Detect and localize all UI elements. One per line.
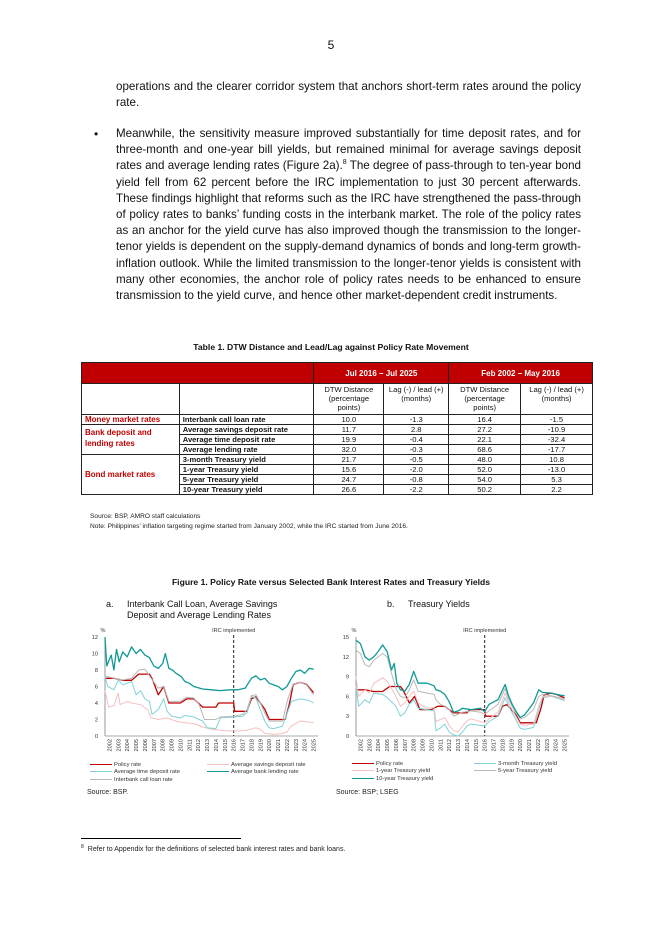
svg-text:2013: 2013 [456, 739, 463, 752]
svg-text:2004: 2004 [125, 739, 132, 752]
category-cell: Bank deposit and lending rates [82, 425, 180, 455]
value-cell: 24.7 [314, 475, 384, 485]
value-cell: -10.9 [521, 425, 593, 435]
legend-swatch-icon [352, 778, 374, 779]
value-cell: 21.7 [314, 455, 384, 465]
svg-text:2018: 2018 [500, 739, 507, 752]
svg-text:0: 0 [345, 734, 349, 740]
column-header: Lag (-) / lead (+) (months) [384, 384, 449, 415]
legend-item [474, 768, 552, 775]
value-cell: 10.0 [314, 415, 384, 425]
svg-text:2005: 2005 [385, 739, 392, 752]
dtw-table [81, 362, 593, 495]
legend-swatch-icon [474, 770, 496, 771]
svg-text:2013: 2013 [205, 739, 212, 752]
value-cell: 52.0 [449, 465, 521, 475]
row-label: 10-year Treasury yield [179, 485, 314, 495]
chart-b-legend [352, 761, 592, 787]
category-cell: Bond market rates [82, 455, 180, 495]
empty-cell [179, 384, 314, 415]
table-row [82, 455, 593, 465]
svg-text:2009: 2009 [420, 739, 427, 752]
panel-a-title-line1: Interbank Call Loan, Average Savings [127, 599, 278, 609]
svg-text:2010: 2010 [429, 739, 436, 752]
svg-text:2014: 2014 [213, 739, 220, 752]
value-cell: -2.0 [384, 465, 449, 475]
footnote-ref[interactable]: 8 [342, 159, 347, 167]
period-header: Feb 2002 – May 2016 [449, 363, 593, 384]
svg-text:2023: 2023 [544, 739, 551, 752]
panel-a-title [106, 599, 277, 621]
legend-swatch-icon [207, 764, 229, 765]
svg-text:2022: 2022 [284, 739, 291, 752]
svg-text:15: 15 [342, 635, 349, 641]
legend-swatch-icon [90, 771, 112, 772]
svg-text:3: 3 [345, 714, 349, 721]
svg-text:6: 6 [94, 684, 98, 691]
panel-a-label: a. [106, 599, 114, 609]
svg-text:2020: 2020 [518, 739, 525, 752]
svg-text:2002: 2002 [358, 739, 365, 752]
legend-swatch-icon [90, 779, 112, 780]
value-cell: 5.3 [521, 475, 593, 485]
footnote-number: 8 [81, 843, 84, 850]
svg-text:4: 4 [94, 701, 98, 707]
row-label: Average savings deposit rate [179, 425, 314, 435]
panel-b-title-text: Treasury Yields [408, 599, 470, 609]
value-cell: -0.8 [384, 475, 449, 485]
value-cell: 10.8 [521, 455, 593, 465]
paragraph-text-2: The degree of pass-through to ten-year bond yield fell from 62 percent before the IRC implementation to just 30 percent afterwards. These findings highlight that reforms such as the IRC have strengthened the pass-through of policy rates to banks’ funding costs in the interbank market. The role of the policy rates as an anchor for the yield curve has also improved though the transmission to the longer-tenor yields is dependent on the supply-demand dynamics of bonds and long-term growth-inflation outlook. While the limited transmission to the longer-tenor yields is consistent with many other economies, the anchor role of policy rates needs to be enhanced to ensure transmission to the yield curve, and hence other market-dependent credit instruments. [116, 159, 581, 303]
svg-text:2023: 2023 [293, 739, 300, 752]
paragraph-continuation: operations and the clearer corridor system that anchors short-term rates around the policy rate. [116, 80, 581, 110]
value-cell: -1.5 [521, 415, 593, 425]
svg-text:10: 10 [91, 651, 98, 658]
svg-text:2011: 2011 [438, 739, 445, 752]
svg-text:IRC implemented: IRC implemented [212, 628, 256, 634]
row-label: 1-year Treasury yield [179, 465, 314, 475]
value-cell: -2.2 [384, 485, 449, 495]
figure-title: Figure 1. Policy Rate versus Selected Bank Interest Rates and Treasury Yields [171, 577, 491, 587]
svg-text:2019: 2019 [258, 739, 265, 752]
row-label: Interbank call loan rate [179, 415, 314, 425]
svg-text:2: 2 [94, 717, 98, 724]
footnote-divider [81, 838, 241, 839]
table-subheader [82, 384, 593, 415]
legend-item [90, 762, 141, 769]
svg-text:2016: 2016 [482, 739, 489, 752]
value-cell: 16.4 [449, 415, 521, 425]
svg-text:2017: 2017 [491, 739, 498, 752]
panel-a-title-line2: Deposit and Average Lending Rates [127, 610, 271, 620]
svg-text:2024: 2024 [553, 739, 560, 752]
svg-text:12: 12 [91, 635, 98, 641]
svg-text:2009: 2009 [169, 739, 176, 752]
value-cell: 15.6 [314, 465, 384, 475]
chart-b-source: Source: BSP; LSEG [336, 789, 399, 796]
value-cell: -0.3 [384, 445, 449, 455]
value-cell: -0.4 [384, 435, 449, 445]
svg-text:2007: 2007 [402, 739, 409, 752]
table-row [82, 425, 593, 435]
svg-text:2006: 2006 [393, 739, 400, 752]
svg-text:2024: 2024 [302, 739, 309, 752]
legend-swatch-icon [352, 770, 374, 771]
table-period-header [82, 363, 593, 384]
table-corner-cell [82, 363, 314, 384]
panel-b-label: b. [387, 599, 395, 609]
column-header: Lag (-) / lead (+) (months) [521, 384, 593, 415]
empty-cell [82, 384, 180, 415]
svg-text:2021: 2021 [276, 739, 283, 752]
svg-text:2007: 2007 [151, 739, 158, 752]
table-source: Source: BSP, AMRO staff calculations [90, 513, 201, 520]
svg-text:2025: 2025 [562, 739, 569, 752]
row-label: 5-year Treasury yield [179, 475, 314, 485]
svg-text:2014: 2014 [464, 739, 471, 752]
value-cell: 11.7 [314, 425, 384, 435]
legend-item [207, 762, 306, 769]
svg-text:2008: 2008 [160, 739, 167, 752]
value-cell: 68.6 [449, 445, 521, 455]
svg-text:%: % [351, 628, 357, 634]
value-cell: 32.0 [314, 445, 384, 455]
svg-text:2020: 2020 [267, 739, 274, 752]
value-cell: 2.8 [384, 425, 449, 435]
value-cell: 54.0 [449, 475, 521, 485]
svg-text:2025: 2025 [311, 739, 318, 752]
legend-item [90, 769, 180, 776]
row-label: Average lending rate [179, 445, 314, 455]
legend-swatch-icon [90, 764, 112, 765]
bullet-icon: • [94, 127, 99, 141]
svg-text:2015: 2015 [222, 739, 229, 752]
svg-text:%: % [100, 628, 106, 634]
table-title: Table 1. DTW Distance and Lead/Lag against Policy Rate Movement [193, 342, 469, 352]
value-cell: 22.1 [449, 435, 521, 445]
table-row [82, 415, 593, 425]
svg-text:2003: 2003 [116, 739, 123, 752]
legend-label: Interbank call loan rate [114, 776, 173, 783]
value-cell: -13.0 [521, 465, 593, 475]
period-header: Jul 2016 – Jul 2025 [314, 363, 449, 384]
legend-label: Policy rate [114, 762, 142, 768]
legend-item [207, 769, 299, 776]
svg-text:2011: 2011 [187, 739, 194, 752]
svg-text:IRC implemented: IRC implemented [463, 628, 507, 634]
svg-text:2008: 2008 [411, 739, 418, 752]
legend-label: 5-year Treasury yield [498, 768, 553, 775]
legend-label: 10-year Treasury yield [376, 775, 434, 782]
value-cell: -0.5 [384, 455, 449, 465]
svg-text:2018: 2018 [249, 739, 256, 752]
svg-text:0: 0 [94, 734, 98, 740]
chart-a-legend [90, 762, 330, 788]
chart-a-source: Source: BSP. [87, 789, 129, 796]
table-note: Note: Philippines’ inflation targeting regime started from January 2002, while the IRC started from June 2016. [90, 522, 408, 530]
legend-swatch-icon [474, 763, 496, 764]
value-cell: 48.0 [449, 455, 521, 465]
svg-text:2012: 2012 [447, 739, 454, 752]
svg-text:2019: 2019 [509, 739, 516, 752]
svg-text:2003: 2003 [367, 739, 374, 752]
value-cell: 2.2 [521, 485, 593, 495]
svg-text:2006: 2006 [142, 739, 149, 752]
svg-text:2016: 2016 [231, 739, 238, 752]
svg-text:2002: 2002 [107, 739, 114, 752]
legend-label: 3-month Treasury yield [498, 761, 557, 767]
footnote [81, 843, 346, 853]
value-cell: 50.2 [449, 485, 521, 495]
legend-item [352, 761, 403, 768]
page-number: 5 [327, 38, 335, 52]
legend-item [352, 768, 430, 775]
svg-text:2017: 2017 [240, 739, 247, 752]
legend-label: Average savings deposit rate [231, 762, 306, 768]
legend-item [474, 761, 557, 768]
svg-text:2012: 2012 [196, 739, 203, 752]
paragraph-text-1: Meanwhile, the sensitivity measure improved substantially for time deposit rates, and for three-month and one-year bill yields, but remained minimal for average savings deposit rates and average lending rates (Figure 2a). [116, 127, 581, 173]
svg-text:2021: 2021 [527, 739, 534, 752]
row-label: Average time deposit rate [179, 435, 314, 445]
svg-text:2004: 2004 [376, 739, 383, 752]
row-label: 3-month Treasury yield [179, 455, 314, 465]
column-header: DTW Distance (percentage points) [314, 384, 384, 415]
value-cell: 26.6 [314, 485, 384, 495]
svg-text:6: 6 [345, 694, 349, 701]
footnote-text: Refer to Appendix for the definitions of selected bank interest rates and bank loans. [87, 846, 346, 853]
legend-label: Average bank lending rate [231, 769, 299, 776]
category-cell: Money market rates [82, 415, 180, 425]
svg-text:2022: 2022 [535, 739, 542, 752]
legend-label: 1-year Treasury yield [376, 768, 431, 775]
panel-b-title [387, 599, 470, 610]
legend-label: Average time deposit rate [114, 769, 180, 776]
legend-swatch-icon [352, 763, 374, 764]
value-cell: 27.2 [449, 425, 521, 435]
legend-label: Policy rate [376, 761, 404, 767]
svg-text:9: 9 [345, 674, 349, 681]
table-notes [90, 512, 408, 531]
svg-text:8: 8 [94, 668, 98, 674]
value-cell: -17.7 [521, 445, 593, 455]
svg-text:2010: 2010 [178, 739, 185, 752]
svg-text:2005: 2005 [134, 739, 141, 752]
svg-text:2015: 2015 [473, 739, 480, 752]
legend-item [352, 776, 433, 783]
svg-text:12: 12 [342, 654, 349, 661]
value-cell: 19.9 [314, 435, 384, 445]
value-cell: -32.4 [521, 435, 593, 445]
legend-swatch-icon [207, 771, 229, 772]
legend-item [90, 777, 173, 784]
value-cell: -1.3 [384, 415, 449, 425]
column-header: DTW Distance (percentage points) [449, 384, 521, 415]
paragraph-bullet [116, 126, 581, 304]
